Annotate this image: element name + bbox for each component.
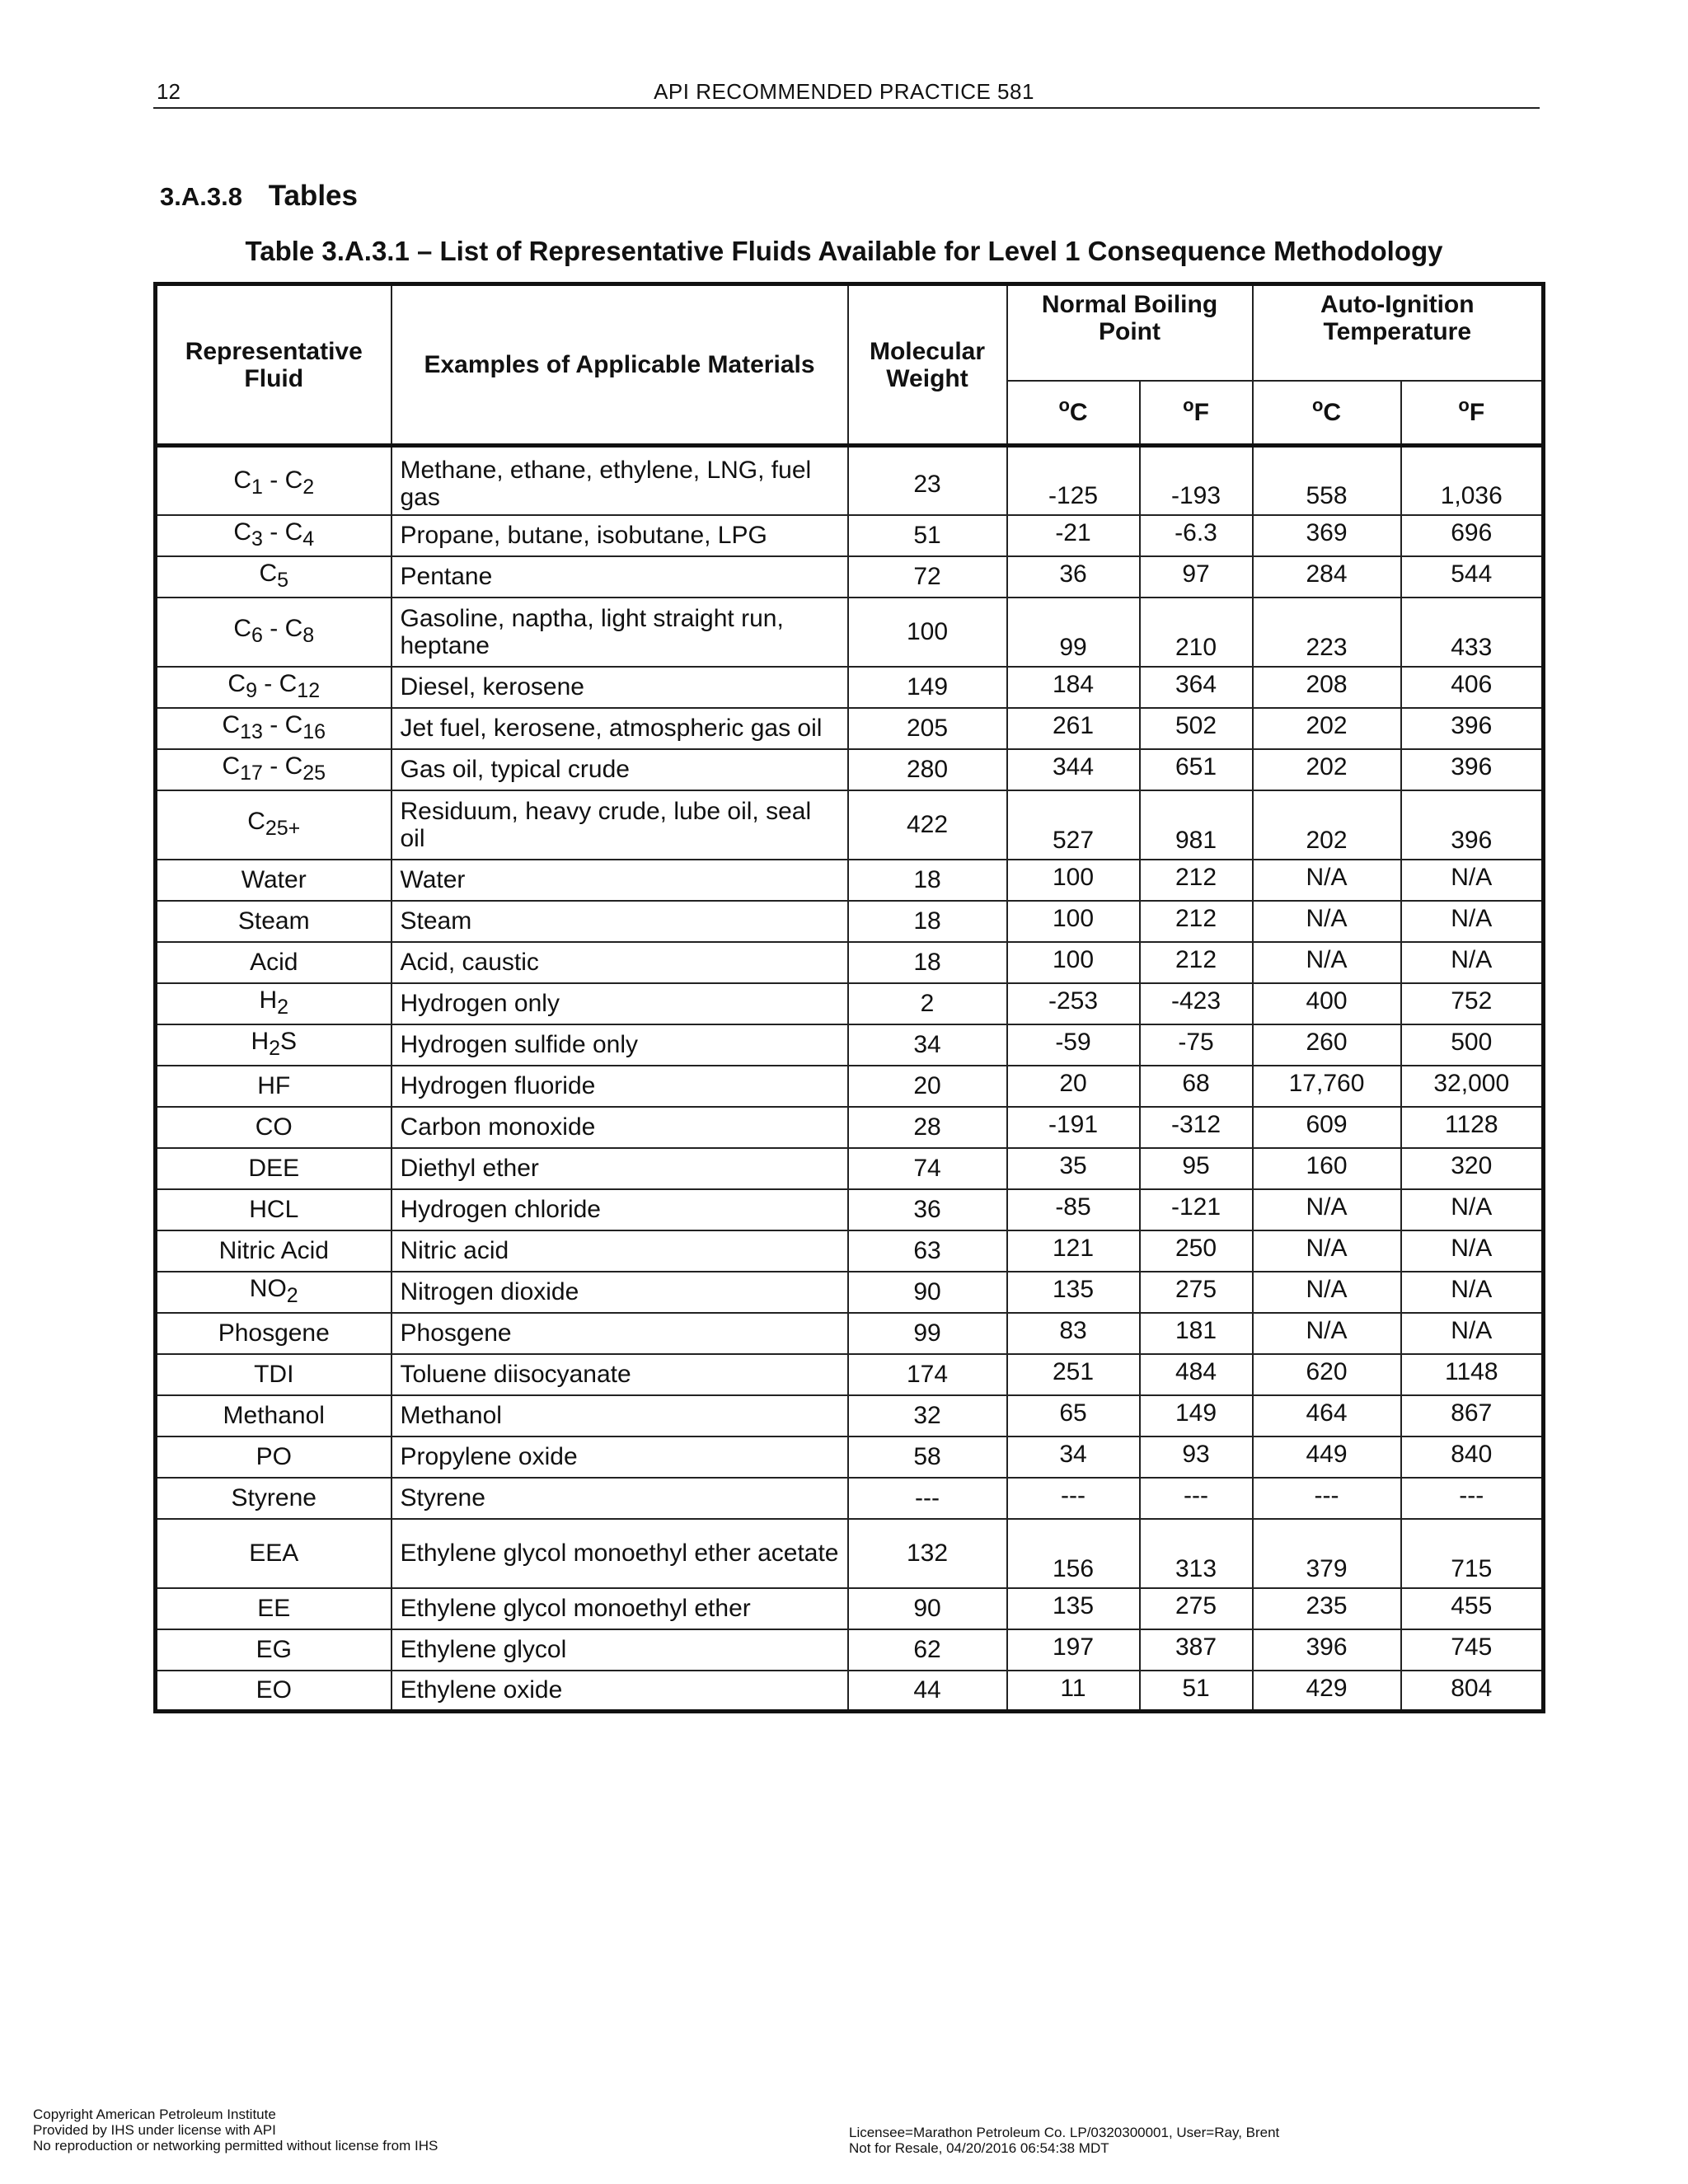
cell-ait-fahrenheit: 406 <box>1401 667 1544 708</box>
cell-examples: Steam <box>392 901 848 942</box>
cell-ait-fahrenheit: N/A <box>1401 1272 1544 1313</box>
cell-nbp-celsius: -253 <box>1007 983 1140 1024</box>
header-nbp-celsius: $^o$C <box>1007 381 1140 446</box>
cell-nbp-celsius: 34 <box>1007 1436 1140 1478</box>
table-row <box>156 515 1544 556</box>
cell-ait-fahrenheit: 455 <box>1401 1588 1544 1629</box>
cell-fluid: $C_5$ <box>156 556 392 598</box>
cell-examples: Diethyl ether <box>392 1148 848 1189</box>
cell-nbp-fahrenheit: 502 <box>1140 708 1253 749</box>
cell-ait-fahrenheit: 1128 <box>1401 1107 1544 1148</box>
cell-nbp-celsius: 65 <box>1007 1395 1140 1436</box>
cell-ait-celsius: 208 <box>1253 667 1401 708</box>
footer-line: Provided by IHS under license with API <box>33 2122 276 2138</box>
cell-examples: Methane, ethane, ethylene, LNG, fuel gas <box>392 446 848 515</box>
cell-fluid: Water <box>156 860 392 901</box>
cell-ait-fahrenheit: 396 <box>1401 790 1544 860</box>
cell-ait-fahrenheit: 396 <box>1401 708 1544 749</box>
table-row <box>156 901 1544 942</box>
cell-nbp-fahrenheit: 149 <box>1140 1395 1253 1436</box>
cell-ait-celsius: 609 <box>1253 1107 1401 1148</box>
cell-fluid: $C_{25+}$ <box>156 790 392 860</box>
cell-ait-fahrenheit: 696 <box>1401 515 1544 556</box>
cell-ait-celsius: 400 <box>1253 983 1401 1024</box>
cell-ait-celsius: 284 <box>1253 556 1401 598</box>
table-row <box>156 790 1544 860</box>
cell-examples: Gasoline, naptha, light straight run, heptane <box>392 598 848 667</box>
cell-ait-fahrenheit: N/A <box>1401 1230 1544 1272</box>
cell-ait-fahrenheit: N/A <box>1401 1189 1544 1230</box>
footer-licensee <box>849 2125 1279 2156</box>
cell-ait-fahrenheit: N/A <box>1401 942 1544 983</box>
cell-nbp-fahrenheit: 210 <box>1140 598 1253 667</box>
cell-ait-celsius: 396 <box>1253 1629 1401 1671</box>
cell-examples: Propane, butane, isobutane, LPG <box>392 515 848 556</box>
cell-nbp-fahrenheit: 275 <box>1140 1272 1253 1313</box>
cell-nbp-celsius: 527 <box>1007 790 1140 860</box>
cell-fluid: Phosgene <box>156 1313 392 1354</box>
cell-examples: Styrene <box>392 1478 848 1519</box>
cell-examples: Pentane <box>392 556 848 598</box>
table-row <box>156 1436 1544 1478</box>
cell-molecular-weight: 18 <box>848 860 1007 901</box>
cell-fluid: CO <box>156 1107 392 1148</box>
cell-fluid: EEA <box>156 1519 392 1588</box>
header-nbp-fahrenheit: $^o$F <box>1140 381 1253 446</box>
cell-nbp-celsius: 100 <box>1007 860 1140 901</box>
cell-ait-fahrenheit: 840 <box>1401 1436 1544 1478</box>
cell-nbp-celsius: -191 <box>1007 1107 1140 1148</box>
footer-line: No reproduction or networking permitted without license from IHS <box>33 2138 438 2154</box>
cell-molecular-weight: 205 <box>848 708 1007 749</box>
cell-fluid: PO <box>156 1436 392 1478</box>
table-caption: Table 3.A.3.1 – List of Representative Fluids Available for Level 1 Consequence Methodology <box>245 236 1443 266</box>
table-row <box>156 749 1544 790</box>
cell-fluid: EO <box>156 1671 392 1712</box>
cell-examples: Gas oil, typical crude <box>392 749 848 790</box>
table-row <box>156 1588 1544 1629</box>
cell-fluid: $C_{13} - C_{16}$ <box>156 708 392 749</box>
cell-nbp-celsius: 251 <box>1007 1354 1140 1395</box>
cell-ait-fahrenheit: 1,036 <box>1401 446 1544 515</box>
cell-fluid: EE <box>156 1588 392 1629</box>
cell-nbp-celsius: 83 <box>1007 1313 1140 1354</box>
cell-examples: Methanol <box>392 1395 848 1436</box>
table-row <box>156 598 1544 667</box>
cell-nbp-fahrenheit: 212 <box>1140 942 1253 983</box>
header-ait-fahrenheit: $^o$F <box>1401 381 1544 446</box>
cell-molecular-weight: 34 <box>848 1024 1007 1066</box>
cell-ait-fahrenheit: 867 <box>1401 1395 1544 1436</box>
cell-ait-celsius: 429 <box>1253 1671 1401 1712</box>
cell-nbp-celsius: 344 <box>1007 749 1140 790</box>
cell-molecular-weight: 28 <box>848 1107 1007 1148</box>
cell-ait-fahrenheit: 752 <box>1401 983 1544 1024</box>
cell-nbp-fahrenheit: 387 <box>1140 1629 1253 1671</box>
table-row <box>156 708 1544 749</box>
cell-molecular-weight: 100 <box>848 598 1007 667</box>
cell-nbp-celsius: -125 <box>1007 446 1140 515</box>
cell-ait-celsius: --- <box>1253 1478 1401 1519</box>
header-rule <box>153 107 1540 109</box>
header-representative-fluid: Representative Fluid <box>156 284 392 446</box>
footer-copyright <box>33 2107 438 2154</box>
cell-examples: Jet fuel, kerosene, atmospheric gas oil <box>392 708 848 749</box>
table-row <box>156 1148 1544 1189</box>
cell-ait-celsius: 260 <box>1253 1024 1401 1066</box>
cell-molecular-weight: 174 <box>848 1354 1007 1395</box>
cell-nbp-celsius: 261 <box>1007 708 1140 749</box>
table-row <box>156 556 1544 598</box>
cell-ait-fahrenheit: 745 <box>1401 1629 1544 1671</box>
table-body <box>156 446 1544 1712</box>
cell-ait-fahrenheit: N/A <box>1401 901 1544 942</box>
cell-fluid: TDI <box>156 1354 392 1395</box>
cell-nbp-fahrenheit: 95 <box>1140 1148 1253 1189</box>
cell-molecular-weight: 23 <box>848 446 1007 515</box>
cell-molecular-weight: 18 <box>848 901 1007 942</box>
cell-fluid: $C_1 - C_2$ <box>156 446 392 515</box>
table-row <box>156 1066 1544 1107</box>
cell-ait-celsius: 369 <box>1253 515 1401 556</box>
cell-examples: Phosgene <box>392 1313 848 1354</box>
cell-nbp-celsius: 36 <box>1007 556 1140 598</box>
cell-molecular-weight: 63 <box>848 1230 1007 1272</box>
table-row <box>156 942 1544 983</box>
table-row <box>156 1478 1544 1519</box>
cell-examples: Hydrogen sulfide only <box>392 1024 848 1066</box>
cell-nbp-fahrenheit: -423 <box>1140 983 1253 1024</box>
cell-ait-fahrenheit: --- <box>1401 1478 1544 1519</box>
cell-ait-fahrenheit: 500 <box>1401 1024 1544 1066</box>
table-row <box>156 1189 1544 1230</box>
cell-nbp-fahrenheit: 250 <box>1140 1230 1253 1272</box>
footer-line: Licensee=Marathon Petroleum Co. LP/0320300001, User=Ray, Brent <box>849 2125 1280 2140</box>
cell-nbp-fahrenheit: 364 <box>1140 667 1253 708</box>
cell-examples: Propylene oxide <box>392 1436 848 1478</box>
cell-ait-celsius: 235 <box>1253 1588 1401 1629</box>
cell-ait-celsius: 464 <box>1253 1395 1401 1436</box>
cell-fluid: $C_9 - C_{12}$ <box>156 667 392 708</box>
cell-nbp-celsius: 156 <box>1007 1519 1140 1588</box>
cell-nbp-celsius: -85 <box>1007 1189 1140 1230</box>
cell-nbp-fahrenheit: 275 <box>1140 1588 1253 1629</box>
cell-molecular-weight: 32 <box>848 1395 1007 1436</box>
cell-ait-celsius: N/A <box>1253 942 1401 983</box>
page-number: 12 <box>157 79 181 104</box>
fluids-table <box>153 282 1545 1713</box>
cell-nbp-fahrenheit: 212 <box>1140 901 1253 942</box>
cell-ait-celsius: 620 <box>1253 1354 1401 1395</box>
cell-molecular-weight: 422 <box>848 790 1007 860</box>
cell-ait-celsius: 449 <box>1253 1436 1401 1478</box>
cell-examples: Toluene diisocyanate <box>392 1354 848 1395</box>
cell-ait-fahrenheit: N/A <box>1401 1313 1544 1354</box>
table-row <box>156 446 1544 515</box>
cell-fluid: Styrene <box>156 1478 392 1519</box>
table-row <box>156 1395 1544 1436</box>
cell-nbp-celsius: 20 <box>1007 1066 1140 1107</box>
cell-ait-celsius: 558 <box>1253 446 1401 515</box>
cell-ait-fahrenheit: 320 <box>1401 1148 1544 1189</box>
cell-nbp-fahrenheit: 313 <box>1140 1519 1253 1588</box>
cell-molecular-weight: 99 <box>848 1313 1007 1354</box>
cell-nbp-celsius: 100 <box>1007 901 1140 942</box>
cell-ait-celsius: 202 <box>1253 790 1401 860</box>
cell-examples: Water <box>392 860 848 901</box>
cell-fluid: HF <box>156 1066 392 1107</box>
cell-ait-fahrenheit: N/A <box>1401 860 1544 901</box>
cell-fluid: $H_2$ <box>156 983 392 1024</box>
cell-fluid: Acid <box>156 942 392 983</box>
cell-examples: Ethylene glycol monoethyl ether acetate <box>392 1519 848 1588</box>
header-examples: Examples of Applicable Materials <box>392 284 848 446</box>
cell-examples: Nitrogen dioxide <box>392 1272 848 1313</box>
section-number: 3.A.3.8 <box>160 182 242 211</box>
table-row <box>156 1107 1544 1148</box>
cell-ait-celsius: N/A <box>1253 1272 1401 1313</box>
cell-nbp-fahrenheit: 981 <box>1140 790 1253 860</box>
cell-nbp-celsius: 99 <box>1007 598 1140 667</box>
cell-fluid: $C_6 - C_8$ <box>156 598 392 667</box>
cell-fluid: $C_{17} - C_{25}$ <box>156 749 392 790</box>
cell-ait-fahrenheit: 544 <box>1401 556 1544 598</box>
cell-ait-fahrenheit: 433 <box>1401 598 1544 667</box>
cell-molecular-weight: --- <box>848 1478 1007 1519</box>
cell-ait-celsius: 202 <box>1253 749 1401 790</box>
cell-ait-celsius: N/A <box>1253 901 1401 942</box>
cell-ait-fahrenheit: 32,000 <box>1401 1066 1544 1107</box>
cell-examples: Carbon monoxide <box>392 1107 848 1148</box>
table-row <box>156 1629 1544 1671</box>
cell-nbp-celsius: -59 <box>1007 1024 1140 1066</box>
cell-nbp-fahrenheit: --- <box>1140 1478 1253 1519</box>
cell-examples: Hydrogen chloride <box>392 1189 848 1230</box>
cell-ait-celsius: 223 <box>1253 598 1401 667</box>
cell-nbp-fahrenheit: -121 <box>1140 1189 1253 1230</box>
cell-examples: Hydrogen fluoride <box>392 1066 848 1107</box>
cell-nbp-fahrenheit: 97 <box>1140 556 1253 598</box>
cell-ait-celsius: 160 <box>1253 1148 1401 1189</box>
cell-fluid: $NO_2$ <box>156 1272 392 1313</box>
table-row <box>156 1354 1544 1395</box>
table-row <box>156 667 1544 708</box>
cell-fluid: EG <box>156 1629 392 1671</box>
header-molecular-weight: Molecular Weight <box>848 284 1007 446</box>
cell-molecular-weight: 51 <box>848 515 1007 556</box>
cell-examples: Ethylene glycol monoethyl ether <box>392 1588 848 1629</box>
cell-molecular-weight: 62 <box>848 1629 1007 1671</box>
cell-nbp-fahrenheit: 181 <box>1140 1313 1253 1354</box>
cell-nbp-fahrenheit: 93 <box>1140 1436 1253 1478</box>
cell-ait-celsius: 17,760 <box>1253 1066 1401 1107</box>
table-row <box>156 1313 1544 1354</box>
cell-ait-celsius: N/A <box>1253 1189 1401 1230</box>
cell-molecular-weight: 18 <box>848 942 1007 983</box>
cell-molecular-weight: 58 <box>848 1436 1007 1478</box>
table-row <box>156 860 1544 901</box>
cell-nbp-celsius: 100 <box>1007 942 1140 983</box>
cell-fluid: Steam <box>156 901 392 942</box>
header-auto-ignition-temperature: Auto-Ignition Temperature <box>1253 284 1544 381</box>
cell-examples: Hydrogen only <box>392 983 848 1024</box>
cell-molecular-weight: 149 <box>848 667 1007 708</box>
cell-nbp-fahrenheit: 484 <box>1140 1354 1253 1395</box>
cell-ait-fahrenheit: 1148 <box>1401 1354 1544 1395</box>
cell-fluid: Nitric Acid <box>156 1230 392 1272</box>
cell-ait-celsius: 202 <box>1253 708 1401 749</box>
cell-molecular-weight: 280 <box>848 749 1007 790</box>
cell-molecular-weight: 20 <box>848 1066 1007 1107</box>
cell-molecular-weight: 44 <box>848 1671 1007 1712</box>
cell-molecular-weight: 2 <box>848 983 1007 1024</box>
table-row <box>156 1024 1544 1066</box>
cell-fluid: DEE <box>156 1148 392 1189</box>
cell-nbp-fahrenheit: 212 <box>1140 860 1253 901</box>
table-row <box>156 1671 1544 1712</box>
cell-ait-celsius: N/A <box>1253 860 1401 901</box>
cell-ait-fahrenheit: 715 <box>1401 1519 1544 1588</box>
cell-nbp-celsius: -21 <box>1007 515 1140 556</box>
cell-nbp-fahrenheit: -193 <box>1140 446 1253 515</box>
cell-nbp-celsius: 184 <box>1007 667 1140 708</box>
section-title: Tables <box>268 180 358 212</box>
cell-molecular-weight: 90 <box>848 1588 1007 1629</box>
footer-line: Copyright American Petroleum Institute <box>33 2107 276 2122</box>
table-row <box>156 983 1544 1024</box>
cell-nbp-fahrenheit: -312 <box>1140 1107 1253 1148</box>
cell-nbp-celsius: 197 <box>1007 1629 1140 1671</box>
cell-molecular-weight: 74 <box>848 1148 1007 1189</box>
cell-fluid: HCL <box>156 1189 392 1230</box>
cell-ait-celsius: 379 <box>1253 1519 1401 1588</box>
cell-fluid: Methanol <box>156 1395 392 1436</box>
cell-nbp-celsius: 135 <box>1007 1588 1140 1629</box>
cell-fluid: $H_2S$ <box>156 1024 392 1066</box>
cell-molecular-weight: 72 <box>848 556 1007 598</box>
cell-ait-celsius: N/A <box>1253 1230 1401 1272</box>
cell-examples: Diesel, kerosene <box>392 667 848 708</box>
cell-nbp-fahrenheit: 68 <box>1140 1066 1253 1107</box>
cell-nbp-fahrenheit: -6.3 <box>1140 515 1253 556</box>
cell-molecular-weight: 132 <box>848 1519 1007 1588</box>
cell-ait-fahrenheit: 396 <box>1401 749 1544 790</box>
cell-ait-fahrenheit: 804 <box>1401 1671 1544 1712</box>
cell-nbp-celsius: 11 <box>1007 1671 1140 1712</box>
cell-examples: Ethylene glycol <box>392 1629 848 1671</box>
footer-line: Not for Resale, 04/20/2016 06:54:38 MDT <box>849 2140 1109 2156</box>
table-row <box>156 1519 1544 1588</box>
cell-nbp-celsius: 135 <box>1007 1272 1140 1313</box>
cell-examples: Acid, caustic <box>392 942 848 983</box>
cell-ait-celsius: N/A <box>1253 1313 1401 1354</box>
table-row <box>156 1272 1544 1313</box>
header-ait-celsius: $^o$C <box>1253 381 1401 446</box>
header-normal-boiling-point: Normal Boiling Point <box>1007 284 1253 381</box>
running-header-title: API RECOMMENDED PRACTICE 581 <box>654 79 1034 104</box>
cell-nbp-celsius: 35 <box>1007 1148 1140 1189</box>
cell-examples: Ethylene oxide <box>392 1671 848 1712</box>
cell-molecular-weight: 90 <box>848 1272 1007 1313</box>
cell-fluid: $C_3 - C_4$ <box>156 515 392 556</box>
cell-examples: Nitric acid <box>392 1230 848 1272</box>
section-heading <box>160 180 358 213</box>
cell-nbp-celsius: --- <box>1007 1478 1140 1519</box>
cell-examples: Residuum, heavy crude, lube oil, seal oil <box>392 790 848 860</box>
cell-nbp-fahrenheit: -75 <box>1140 1024 1253 1066</box>
cell-nbp-fahrenheit: 651 <box>1140 749 1253 790</box>
cell-nbp-celsius: 121 <box>1007 1230 1140 1272</box>
cell-nbp-fahrenheit: 51 <box>1140 1671 1253 1712</box>
cell-molecular-weight: 36 <box>848 1189 1007 1230</box>
table-row <box>156 1230 1544 1272</box>
